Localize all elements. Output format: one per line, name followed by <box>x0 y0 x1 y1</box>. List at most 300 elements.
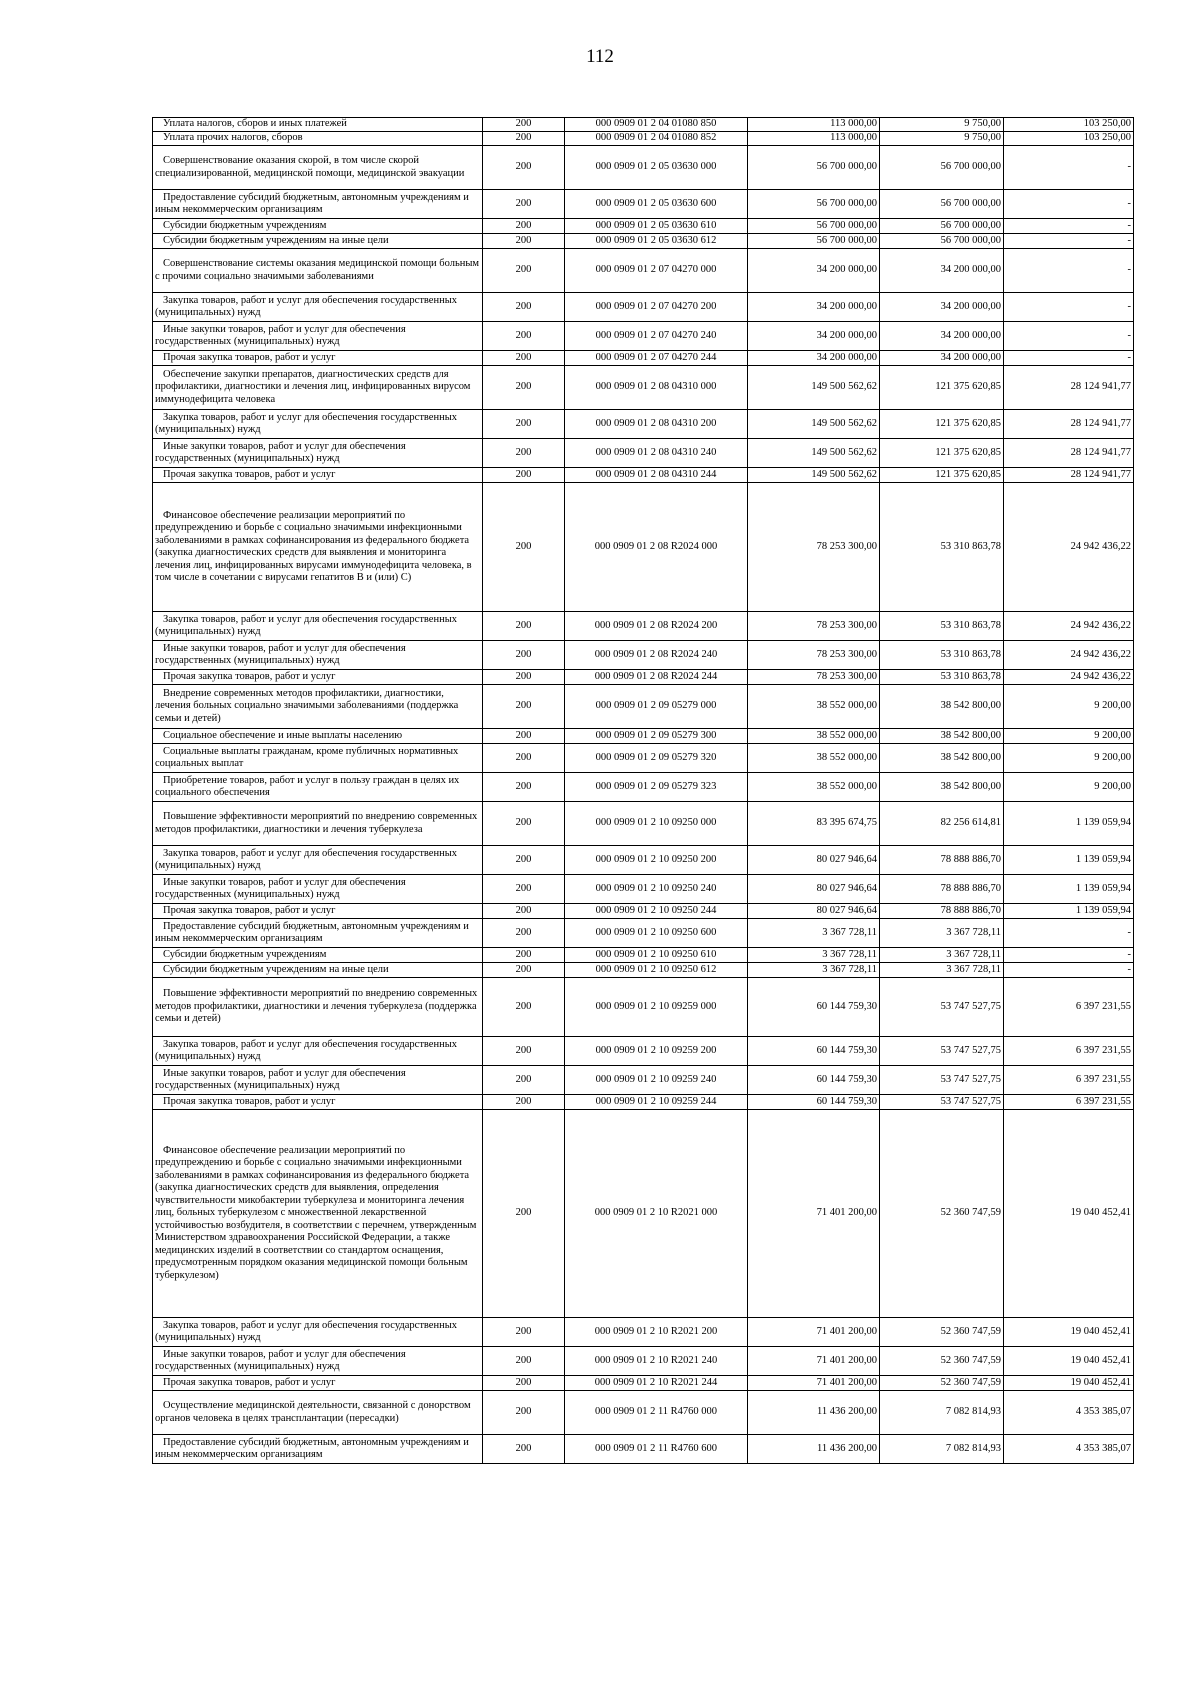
row-approved-amount: 78 253 300,00 <box>748 641 880 670</box>
row-name <box>153 670 483 685</box>
row-name <box>153 132 483 146</box>
table-row <box>153 1376 1134 1391</box>
row-line-code: 200 <box>483 978 565 1037</box>
row-name <box>153 1110 483 1318</box>
row-approved-amount: 71 401 200,00 <box>748 1376 880 1391</box>
row-line-code: 200 <box>483 146 565 190</box>
row-name-text: Иные закупки товаров, работ и услуг для обеспечения государственных (муниципальных) нужд <box>155 642 406 666</box>
table-row <box>153 875 1134 904</box>
row-executed-amount: 78 888 886,70 <box>880 904 1004 919</box>
row-executed-amount: 53 747 527,75 <box>880 1037 1004 1066</box>
row-name-text: Прочая закупка товаров, работ и услуг <box>163 904 336 916</box>
row-approved-amount: 71 401 200,00 <box>748 1347 880 1376</box>
table-row <box>153 1391 1134 1435</box>
row-name <box>153 1435 483 1464</box>
row-executed-amount: 52 360 747,59 <box>880 1110 1004 1318</box>
row-approved-amount: 60 144 759,30 <box>748 978 880 1037</box>
row-remaining-amount: - <box>1004 963 1134 978</box>
row-classification-code: 000 0909 01 2 07 04270 200 <box>565 293 748 322</box>
row-executed-amount: 7 082 814,93 <box>880 1435 1004 1464</box>
row-remaining-amount: 103 250,00 <box>1004 132 1134 146</box>
row-remaining-amount: 28 124 941,77 <box>1004 439 1134 468</box>
row-name-text: Уплата прочих налогов, сборов <box>163 132 303 144</box>
row-classification-code: 000 0909 01 2 11 R4760 600 <box>565 1435 748 1464</box>
table-row <box>153 904 1134 919</box>
row-classification-code: 000 0909 01 2 08 04310 244 <box>565 468 748 483</box>
row-executed-amount: 121 375 620,85 <box>880 410 1004 439</box>
row-name <box>153 978 483 1037</box>
row-name-text: Субсидии бюджетным учреждениям на иные цели <box>163 234 389 246</box>
row-remaining-amount: 19 040 452,41 <box>1004 1318 1134 1347</box>
row-name <box>153 249 483 293</box>
row-approved-amount: 71 401 200,00 <box>748 1318 880 1347</box>
row-name-text: Прочая закупка товаров, работ и услуг <box>163 670 336 682</box>
row-name-text: Обеспечение закупки препаратов, диагностических средств для профилактики, диагностики и лечения лиц, инфицированных вирусом иммунодефицита человека <box>155 368 471 405</box>
row-classification-code: 000 0909 01 2 08 R2024 244 <box>565 670 748 685</box>
row-name <box>153 1391 483 1435</box>
row-classification-code: 000 0909 01 2 05 03630 000 <box>565 146 748 190</box>
table-row <box>153 118 1134 132</box>
row-name <box>153 190 483 219</box>
row-remaining-amount: - <box>1004 948 1134 963</box>
row-classification-code: 000 0909 01 2 10 09250 612 <box>565 963 748 978</box>
row-remaining-amount: 4 353 385,07 <box>1004 1391 1134 1435</box>
row-name-text: Социальные выплаты гражданам, кроме публичных нормативных социальных выплат <box>155 745 459 769</box>
row-remaining-amount: 9 200,00 <box>1004 685 1134 729</box>
row-classification-code: 000 0909 01 2 05 03630 612 <box>565 234 748 249</box>
row-executed-amount: 34 200 000,00 <box>880 293 1004 322</box>
row-classification-code: 000 0909 01 2 10 09250 244 <box>565 904 748 919</box>
row-executed-amount: 78 888 886,70 <box>880 875 1004 904</box>
row-executed-amount: 53 310 863,78 <box>880 641 1004 670</box>
row-name <box>153 234 483 249</box>
row-line-code: 200 <box>483 468 565 483</box>
row-line-code: 200 <box>483 1318 565 1347</box>
row-executed-amount: 121 375 620,85 <box>880 468 1004 483</box>
row-classification-code: 000 0909 01 2 10 09250 240 <box>565 875 748 904</box>
row-approved-amount: 3 367 728,11 <box>748 919 880 948</box>
row-executed-amount: 53 747 527,75 <box>880 1066 1004 1095</box>
row-line-code: 200 <box>483 132 565 146</box>
row-remaining-amount: - <box>1004 322 1134 351</box>
row-approved-amount: 38 552 000,00 <box>748 744 880 773</box>
table-row <box>153 132 1134 146</box>
row-name <box>153 483 483 612</box>
row-approved-amount: 38 552 000,00 <box>748 729 880 744</box>
row-name <box>153 846 483 875</box>
table-row <box>153 146 1134 190</box>
row-line-code: 200 <box>483 293 565 322</box>
row-executed-amount: 3 367 728,11 <box>880 948 1004 963</box>
row-remaining-amount: 19 040 452,41 <box>1004 1376 1134 1391</box>
row-executed-amount: 53 747 527,75 <box>880 1095 1004 1110</box>
row-approved-amount: 56 700 000,00 <box>748 190 880 219</box>
table-row <box>153 366 1134 410</box>
row-executed-amount: 38 542 800,00 <box>880 744 1004 773</box>
row-remaining-amount: 6 397 231,55 <box>1004 978 1134 1037</box>
row-approved-amount: 34 200 000,00 <box>748 293 880 322</box>
page-number: 112 <box>586 46 614 67</box>
row-name-text: Иные закупки товаров, работ и услуг для обеспечения государственных (муниципальных) нужд <box>155 1067 406 1091</box>
row-line-code: 200 <box>483 366 565 410</box>
row-line-code: 200 <box>483 483 565 612</box>
row-approved-amount: 80 027 946,64 <box>748 875 880 904</box>
table-row <box>153 234 1134 249</box>
row-approved-amount: 113 000,00 <box>748 132 880 146</box>
row-name <box>153 744 483 773</box>
row-remaining-amount: 1 139 059,94 <box>1004 802 1134 846</box>
row-line-code: 200 <box>483 685 565 729</box>
table-row <box>153 802 1134 846</box>
row-approved-amount: 56 700 000,00 <box>748 234 880 249</box>
row-name-text: Иные закупки товаров, работ и услуг для обеспечения государственных (муниципальных) нужд <box>155 876 406 900</box>
table-row <box>153 685 1134 729</box>
row-remaining-amount: 19 040 452,41 <box>1004 1110 1134 1318</box>
row-line-code: 200 <box>483 1347 565 1376</box>
row-approved-amount: 34 200 000,00 <box>748 322 880 351</box>
row-name <box>153 118 483 132</box>
row-name-text: Субсидии бюджетным учреждениям <box>163 948 327 960</box>
row-executed-amount: 38 542 800,00 <box>880 685 1004 729</box>
row-name-text: Закупка товаров, работ и услуг для обеспечения государственных (муниципальных) нужд <box>155 411 458 435</box>
table-row <box>153 1037 1134 1066</box>
table-row <box>153 1435 1134 1464</box>
row-executed-amount: 7 082 814,93 <box>880 1391 1004 1435</box>
row-executed-amount: 34 200 000,00 <box>880 351 1004 366</box>
row-name-text: Закупка товаров, работ и услуг для обеспечения государственных (муниципальных) нужд <box>155 1038 458 1062</box>
row-approved-amount: 78 253 300,00 <box>748 483 880 612</box>
table-row <box>153 322 1134 351</box>
row-name <box>153 612 483 641</box>
row-executed-amount: 121 375 620,85 <box>880 366 1004 410</box>
row-name <box>153 641 483 670</box>
row-name <box>153 366 483 410</box>
table-row <box>153 351 1134 366</box>
table-row <box>153 483 1134 612</box>
row-name <box>153 1066 483 1095</box>
row-name <box>153 904 483 919</box>
row-classification-code: 000 0909 01 2 05 03630 610 <box>565 219 748 234</box>
row-line-code: 200 <box>483 439 565 468</box>
row-classification-code: 000 0909 01 2 07 04270 244 <box>565 351 748 366</box>
row-approved-amount: 71 401 200,00 <box>748 1110 880 1318</box>
row-classification-code: 000 0909 01 2 10 09250 200 <box>565 846 748 875</box>
row-name-text: Субсидии бюджетным учреждениям на иные цели <box>163 963 389 975</box>
row-line-code: 200 <box>483 249 565 293</box>
row-name <box>153 1095 483 1110</box>
row-name <box>153 685 483 729</box>
row-name-text: Иные закупки товаров, работ и услуг для обеспечения государственных (муниципальных) нужд <box>155 1348 406 1372</box>
row-executed-amount: 56 700 000,00 <box>880 190 1004 219</box>
row-remaining-amount: 28 124 941,77 <box>1004 468 1134 483</box>
row-classification-code: 000 0909 01 2 08 R2024 000 <box>565 483 748 612</box>
row-line-code: 200 <box>483 1376 565 1391</box>
row-line-code: 200 <box>483 1095 565 1110</box>
row-name <box>153 773 483 802</box>
row-name <box>153 146 483 190</box>
row-approved-amount: 56 700 000,00 <box>748 146 880 190</box>
table-row <box>153 1066 1134 1095</box>
row-classification-code: 000 0909 01 2 09 05279 320 <box>565 744 748 773</box>
row-remaining-amount: - <box>1004 190 1134 219</box>
table-row <box>153 249 1134 293</box>
row-classification-code: 000 0909 01 2 08 04310 200 <box>565 410 748 439</box>
row-line-code: 200 <box>483 219 565 234</box>
row-remaining-amount: 6 397 231,55 <box>1004 1095 1134 1110</box>
row-approved-amount: 38 552 000,00 <box>748 773 880 802</box>
row-executed-amount: 52 360 747,59 <box>880 1376 1004 1391</box>
table-row <box>153 1110 1134 1318</box>
row-name-text: Социальное обеспечение и иные выплаты населению <box>163 729 403 741</box>
row-name <box>153 322 483 351</box>
row-classification-code: 000 0909 01 2 10 R2021 200 <box>565 1318 748 1347</box>
row-name-text: Предоставление субсидий бюджетным, автономным учреждениям и иным некоммерческим организациям <box>155 920 469 944</box>
row-executed-amount: 38 542 800,00 <box>880 773 1004 802</box>
row-approved-amount: 3 367 728,11 <box>748 948 880 963</box>
row-approved-amount: 3 367 728,11 <box>748 963 880 978</box>
row-remaining-amount: 9 200,00 <box>1004 773 1134 802</box>
row-approved-amount: 149 500 562,62 <box>748 366 880 410</box>
row-approved-amount: 34 200 000,00 <box>748 351 880 366</box>
table-row <box>153 773 1134 802</box>
row-line-code: 200 <box>483 118 565 132</box>
row-name <box>153 1318 483 1347</box>
row-name-text: Предоставление субсидий бюджетным, автономным учреждениям и иным некоммерческим организациям <box>155 191 469 215</box>
row-classification-code: 000 0909 01 2 10 09250 600 <box>565 919 748 948</box>
row-executed-amount: 53 310 863,78 <box>880 483 1004 612</box>
row-name <box>153 219 483 234</box>
row-classification-code: 000 0909 01 2 08 R2024 240 <box>565 641 748 670</box>
row-name-text: Субсидии бюджетным учреждениям <box>163 219 327 231</box>
row-executed-amount: 52 360 747,59 <box>880 1347 1004 1376</box>
row-approved-amount: 80 027 946,64 <box>748 846 880 875</box>
row-approved-amount: 11 436 200,00 <box>748 1435 880 1464</box>
row-line-code: 200 <box>483 729 565 744</box>
row-remaining-amount: 6 397 231,55 <box>1004 1037 1134 1066</box>
row-name <box>153 1376 483 1391</box>
row-name-text: Иные закупки товаров, работ и услуг для обеспечения государственных (муниципальных) нужд <box>155 440 406 464</box>
row-approved-amount: 11 436 200,00 <box>748 1391 880 1435</box>
row-classification-code: 000 0909 01 2 10 09250 610 <box>565 948 748 963</box>
row-name-text: Внедрение современных методов профилактики, диагностики, лечения больных социально значимыми заболеваниями (поддержка семьи и детей) <box>155 687 459 724</box>
row-name-text: Финансовое обеспечение реализации мероприятий по предупреждению и борьбе с социально значимыми инфекционными заболеваниями в рамках софинансирования из федерального бюджета (закупка диагностических средств для выявления и мониторинга лечения лиц, инфицированных вирусами иммунодефицита человека, в том числе в сочетании с вирусами гепатитов B и (или) C) <box>155 509 472 583</box>
table-row <box>153 1347 1134 1376</box>
row-classification-code: 000 0909 01 2 09 05279 323 <box>565 773 748 802</box>
row-approved-amount: 60 144 759,30 <box>748 1066 880 1095</box>
row-name <box>153 729 483 744</box>
row-line-code: 200 <box>483 1435 565 1464</box>
row-remaining-amount: 1 139 059,94 <box>1004 846 1134 875</box>
row-executed-amount: 121 375 620,85 <box>880 439 1004 468</box>
row-approved-amount: 80 027 946,64 <box>748 904 880 919</box>
row-name <box>153 948 483 963</box>
row-name <box>153 410 483 439</box>
row-remaining-amount: 4 353 385,07 <box>1004 1435 1134 1464</box>
row-approved-amount: 78 253 300,00 <box>748 612 880 641</box>
row-remaining-amount: - <box>1004 919 1134 948</box>
row-remaining-amount: 9 200,00 <box>1004 729 1134 744</box>
table-row <box>153 846 1134 875</box>
row-approved-amount: 38 552 000,00 <box>748 685 880 729</box>
row-line-code: 200 <box>483 846 565 875</box>
row-remaining-amount: - <box>1004 351 1134 366</box>
row-remaining-amount: 24 942 436,22 <box>1004 612 1134 641</box>
row-classification-code: 000 0909 01 2 07 04270 000 <box>565 249 748 293</box>
row-name-text: Прочая закупка товаров, работ и услуг <box>163 1376 336 1388</box>
row-classification-code: 000 0909 01 2 10 R2021 244 <box>565 1376 748 1391</box>
row-name-text: Закупка товаров, работ и услуг для обеспечения государственных (муниципальных) нужд <box>155 1319 458 1343</box>
row-classification-code: 000 0909 01 2 05 03630 600 <box>565 190 748 219</box>
row-classification-code: 000 0909 01 2 10 09259 244 <box>565 1095 748 1110</box>
row-executed-amount: 3 367 728,11 <box>880 919 1004 948</box>
row-remaining-amount: 24 942 436,22 <box>1004 670 1134 685</box>
row-approved-amount: 113 000,00 <box>748 118 880 132</box>
table-row <box>153 670 1134 685</box>
row-executed-amount: 52 360 747,59 <box>880 1318 1004 1347</box>
row-remaining-amount: - <box>1004 234 1134 249</box>
table-row <box>153 219 1134 234</box>
table-row <box>153 948 1134 963</box>
row-classification-code: 000 0909 01 2 08 R2024 200 <box>565 612 748 641</box>
row-classification-code: 000 0909 01 2 10 09259 240 <box>565 1066 748 1095</box>
row-name-text: Предоставление субсидий бюджетным, автономным учреждениям и иным некоммерческим организациям <box>155 1436 469 1460</box>
table-row <box>153 468 1134 483</box>
row-line-code: 200 <box>483 802 565 846</box>
row-name <box>153 293 483 322</box>
row-remaining-amount: 9 200,00 <box>1004 744 1134 773</box>
row-remaining-amount: - <box>1004 249 1134 293</box>
row-classification-code: 000 0909 01 2 10 09259 200 <box>565 1037 748 1066</box>
row-name <box>153 802 483 846</box>
row-approved-amount: 149 500 562,62 <box>748 410 880 439</box>
row-classification-code: 000 0909 01 2 10 09259 000 <box>565 978 748 1037</box>
row-name <box>153 963 483 978</box>
table-row <box>153 641 1134 670</box>
row-executed-amount: 3 367 728,11 <box>880 963 1004 978</box>
row-name-text: Финансовое обеспечение реализации мероприятий по предупреждению и борьбе с социально значимыми инфекционными заболеваниями в рамках софинансирования из федерального бюджета (закупка диагностических средств для выявления, определения чувствительности микобактерии туберкулеза и мониторинга лечения лиц, больных туберкулезом с множественной лекарственной устойчивостью возбудителя, в соответствии с перечнем, утвержденным Министерством здравоохранения Российской Федерации, а также медицинских изделий в соответствии со стандартом оснащения, предусмотренным порядком оказания медицинской помощи больным туберкулезом) <box>155 1144 477 1281</box>
budget-execution-table <box>152 117 1134 1464</box>
row-name-text: Закупка товаров, работ и услуг для обеспечения государственных (муниципальных) нужд <box>155 847 458 871</box>
row-executed-amount: 56 700 000,00 <box>880 219 1004 234</box>
table-row <box>153 963 1134 978</box>
row-classification-code: 000 0909 01 2 09 05279 000 <box>565 685 748 729</box>
table-row <box>153 293 1134 322</box>
row-line-code: 200 <box>483 1391 565 1435</box>
row-name-text: Повышение эффективности мероприятий по внедрению современных методов профилактики, диагностики и лечения туберкулеза (поддержка семьи и детей) <box>155 988 478 1025</box>
row-classification-code: 000 0909 01 2 11 R4760 000 <box>565 1391 748 1435</box>
row-line-code: 200 <box>483 322 565 351</box>
row-remaining-amount: 28 124 941,77 <box>1004 410 1134 439</box>
row-approved-amount: 83 395 674,75 <box>748 802 880 846</box>
row-remaining-amount: 1 139 059,94 <box>1004 875 1134 904</box>
table-row <box>153 729 1134 744</box>
row-approved-amount: 60 144 759,30 <box>748 1037 880 1066</box>
row-name <box>153 919 483 948</box>
row-executed-amount: 38 542 800,00 <box>880 729 1004 744</box>
row-line-code: 200 <box>483 875 565 904</box>
row-executed-amount: 9 750,00 <box>880 118 1004 132</box>
row-name-text: Иные закупки товаров, работ и услуг для обеспечения государственных (муниципальных) нужд <box>155 323 406 347</box>
row-line-code: 200 <box>483 670 565 685</box>
table-row <box>153 919 1134 948</box>
row-line-code: 200 <box>483 1066 565 1095</box>
row-line-code: 200 <box>483 773 565 802</box>
row-classification-code: 000 0909 01 2 04 01080 850 <box>565 118 748 132</box>
table-row <box>153 978 1134 1037</box>
table-row <box>153 410 1134 439</box>
row-line-code: 200 <box>483 963 565 978</box>
row-remaining-amount: - <box>1004 146 1134 190</box>
row-classification-code: 000 0909 01 2 08 04310 000 <box>565 366 748 410</box>
row-approved-amount: 78 253 300,00 <box>748 670 880 685</box>
row-line-code: 200 <box>483 641 565 670</box>
row-executed-amount: 34 200 000,00 <box>880 322 1004 351</box>
row-classification-code: 000 0909 01 2 08 04310 240 <box>565 439 748 468</box>
row-line-code: 200 <box>483 190 565 219</box>
row-line-code: 200 <box>483 919 565 948</box>
row-name-text: Приобретение товаров, работ и услуг в пользу граждан в целях их социального обеспечения <box>155 774 460 798</box>
row-executed-amount: 78 888 886,70 <box>880 846 1004 875</box>
row-remaining-amount: 24 942 436,22 <box>1004 641 1134 670</box>
row-remaining-amount: 24 942 436,22 <box>1004 483 1134 612</box>
row-executed-amount: 56 700 000,00 <box>880 234 1004 249</box>
row-executed-amount: 53 747 527,75 <box>880 978 1004 1037</box>
row-name <box>153 351 483 366</box>
row-line-code: 200 <box>483 612 565 641</box>
row-classification-code: 000 0909 01 2 09 05279 300 <box>565 729 748 744</box>
row-approved-amount: 34 200 000,00 <box>748 249 880 293</box>
row-name <box>153 1037 483 1066</box>
row-remaining-amount: 28 124 941,77 <box>1004 366 1134 410</box>
row-name-text: Повышение эффективности мероприятий по внедрению современных методов профилактики, диагностики и лечения туберкулеза <box>155 811 478 835</box>
row-line-code: 200 <box>483 744 565 773</box>
row-line-code: 200 <box>483 1110 565 1318</box>
row-classification-code: 000 0909 01 2 04 01080 852 <box>565 132 748 146</box>
row-name <box>153 875 483 904</box>
row-line-code: 200 <box>483 351 565 366</box>
table-row <box>153 612 1134 641</box>
row-executed-amount: 34 200 000,00 <box>880 249 1004 293</box>
row-name-text: Закупка товаров, работ и услуг для обеспечения государственных (муниципальных) нужд <box>155 294 458 318</box>
row-executed-amount: 9 750,00 <box>880 132 1004 146</box>
row-remaining-amount: 19 040 452,41 <box>1004 1347 1134 1376</box>
row-name-text: Прочая закупка товаров, работ и услуг <box>163 1095 336 1107</box>
row-classification-code: 000 0909 01 2 10 09250 000 <box>565 802 748 846</box>
row-name-text: Осуществление медицинской деятельности, связанной с донорством органов человека в целях трансплантации (пересадки) <box>155 1400 471 1424</box>
row-approved-amount: 56 700 000,00 <box>748 219 880 234</box>
table-body <box>153 118 1134 1464</box>
row-name-text: Прочая закупка товаров, работ и услуг <box>163 351 336 363</box>
row-remaining-amount: 6 397 231,55 <box>1004 1066 1134 1095</box>
row-remaining-amount: 103 250,00 <box>1004 118 1134 132</box>
row-remaining-amount: - <box>1004 219 1134 234</box>
row-name-text: Уплата налогов, сборов и иных платежей <box>163 118 347 130</box>
row-line-code: 200 <box>483 948 565 963</box>
row-line-code: 200 <box>483 410 565 439</box>
row-classification-code: 000 0909 01 2 10 R2021 000 <box>565 1110 748 1318</box>
table-row <box>153 1318 1134 1347</box>
row-line-code: 200 <box>483 904 565 919</box>
row-remaining-amount: 1 139 059,94 <box>1004 904 1134 919</box>
row-line-code: 200 <box>483 234 565 249</box>
row-line-code: 200 <box>483 1037 565 1066</box>
row-name-text: Закупка товаров, работ и услуг для обеспечения государственных (муниципальных) нужд <box>155 613 458 637</box>
row-classification-code: 000 0909 01 2 07 04270 240 <box>565 322 748 351</box>
row-executed-amount: 56 700 000,00 <box>880 146 1004 190</box>
row-name-text: Совершенствование системы оказания медицинской помощи больным с прочими социально значимыми заболеваниями <box>155 258 480 282</box>
row-name-text: Прочая закупка товаров, работ и услуг <box>163 468 336 480</box>
row-executed-amount: 53 310 863,78 <box>880 612 1004 641</box>
